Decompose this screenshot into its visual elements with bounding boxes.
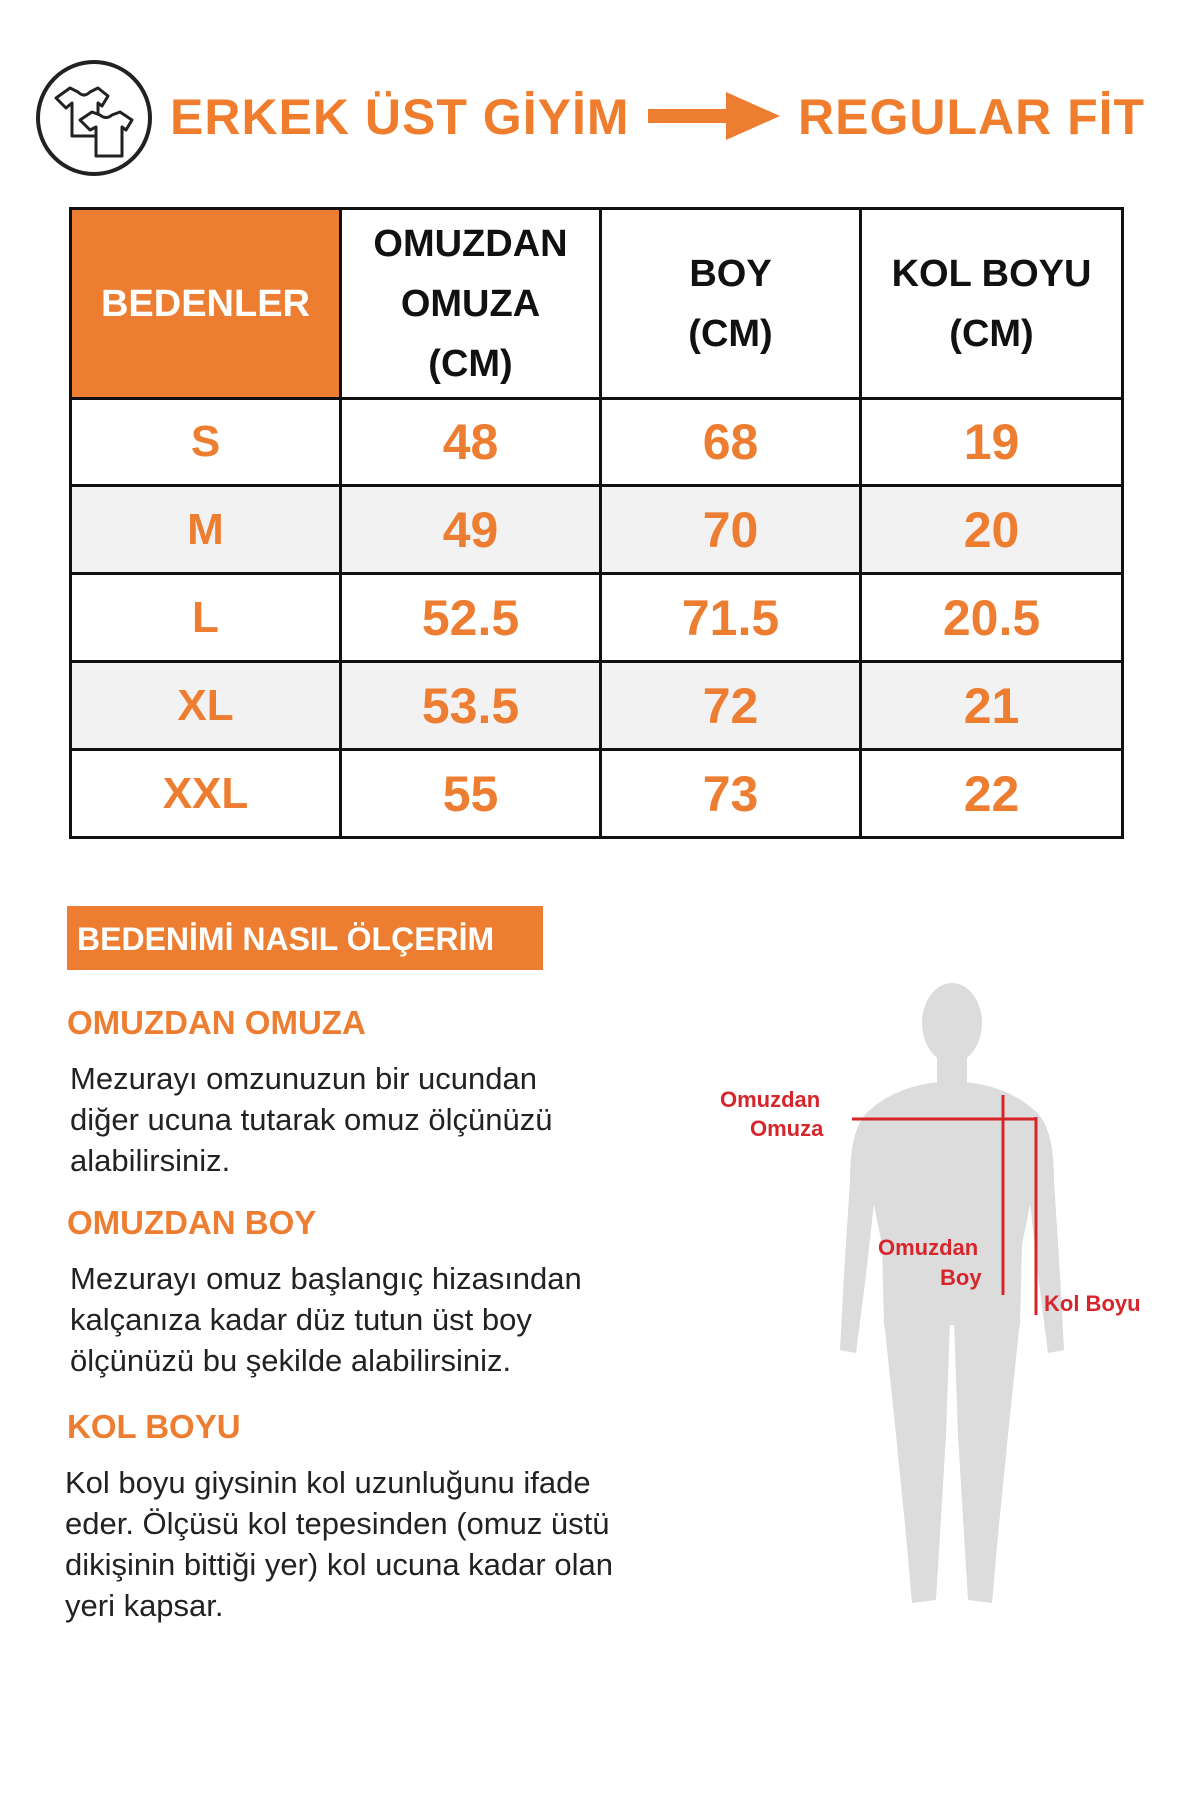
size-table bbox=[69, 207, 1124, 839]
size-cell: S bbox=[71, 399, 341, 486]
table-row bbox=[71, 750, 1123, 838]
length-cell: 68 bbox=[601, 399, 861, 486]
section-title-sleeve: KOL BOYU bbox=[67, 1408, 241, 1445]
label-length-line2: Boy bbox=[940, 1265, 982, 1290]
shoulder-cell: 55 bbox=[341, 750, 601, 838]
header-sleeve: KOL BOYU (CM) bbox=[861, 209, 1123, 399]
measurement-figure bbox=[700, 975, 1180, 1635]
table-row bbox=[71, 574, 1123, 662]
page-title: ERKEK ÜST GİYİM bbox=[170, 89, 630, 145]
t-shirt-icon bbox=[34, 58, 154, 178]
shoulder-cell: 49 bbox=[341, 486, 601, 574]
sleeve-cell: 22 bbox=[861, 750, 1123, 838]
shoulder-cell: 53.5 bbox=[341, 662, 601, 750]
sleeve-cell: 20 bbox=[861, 486, 1123, 574]
table-header-row bbox=[71, 209, 1123, 399]
length-cell: 73 bbox=[601, 750, 861, 838]
size-cell: M bbox=[71, 486, 341, 574]
size-cell: L bbox=[71, 574, 341, 662]
sleeve-cell: 19 bbox=[861, 399, 1123, 486]
section-text-length: Mezurayı omuz başlangıç hizasından kalçanıza kadar düz tutun üst boy ölçünüzü bu şekilde alabilirsiniz. bbox=[70, 1261, 582, 1378]
table-row bbox=[71, 486, 1123, 574]
sleeve-cell: 21 bbox=[861, 662, 1123, 750]
section-text-sleeve: Kol boyu giysinin kol uzunluğunu ifade eder. Ölçüsü kol tepesinden (omuz üstü dikişinin bittiği yer) kol ucuna kadar olan yeri kapsar. bbox=[65, 1465, 613, 1623]
length-cell: 72 bbox=[601, 662, 861, 750]
section-title-length: OMUZDAN BOY bbox=[67, 1204, 317, 1241]
size-cell: XXL bbox=[71, 750, 341, 838]
fit-type-title: REGULAR FİT bbox=[798, 89, 1146, 145]
length-cell: 70 bbox=[601, 486, 861, 574]
section-title-shoulder: OMUZDAN OMUZA bbox=[67, 1004, 366, 1041]
header-shoulder: OMUZDAN OMUZA (CM) bbox=[341, 209, 601, 399]
label-shoulder-line1: Omuzdan bbox=[720, 1087, 821, 1112]
header-length: BOY (CM) bbox=[601, 209, 861, 399]
shoulder-cell: 52.5 bbox=[341, 574, 601, 662]
header-sizes: BEDENLER bbox=[71, 209, 341, 399]
label-length-line1: Omuzdan bbox=[878, 1235, 979, 1260]
how-to-measure-banner: BEDENİMİ NASIL ÖLÇERİM bbox=[67, 906, 543, 970]
sleeve-cell: 20.5 bbox=[861, 574, 1123, 662]
table-row bbox=[71, 662, 1123, 750]
section-text-shoulder: Mezurayı omzunuzun bir ucundan diğer ucuna tutarak omuz ölçünüzü alabilirsiniz. bbox=[70, 1061, 553, 1178]
table-row bbox=[71, 399, 1123, 486]
shoulder-cell: 48 bbox=[341, 399, 601, 486]
label-shoulder-line2: Omuza bbox=[750, 1116, 824, 1141]
length-cell: 71.5 bbox=[601, 574, 861, 662]
size-cell: XL bbox=[71, 662, 341, 750]
arrow-right-icon bbox=[648, 92, 780, 140]
label-sleeve: Kol Boyu bbox=[1044, 1291, 1141, 1316]
